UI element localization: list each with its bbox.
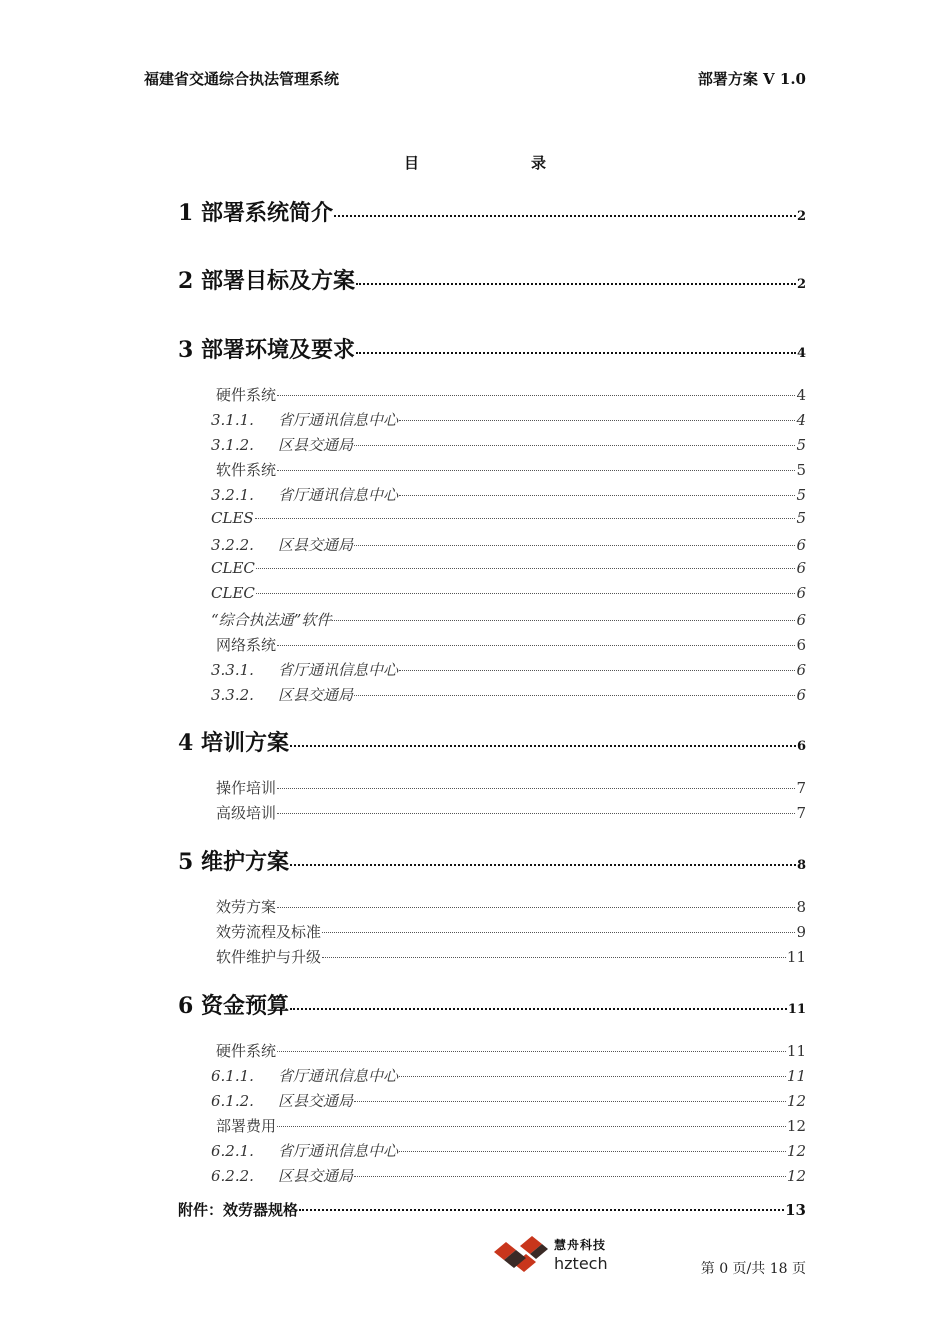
brand-name-cn: 慧舟科技 bbox=[554, 1238, 607, 1252]
toc-entry-label: 网络系统 bbox=[216, 636, 277, 654]
toc-entry-page: 7 bbox=[796, 804, 806, 822]
toc-entry-label: 3 部署环境及要求 bbox=[178, 337, 355, 363]
leader-dots bbox=[277, 470, 795, 471]
leader-dots bbox=[322, 932, 795, 933]
leader-dots bbox=[354, 1101, 786, 1102]
toc-entry-page: 6 bbox=[796, 686, 806, 704]
toc-entry[interactable] bbox=[178, 333, 806, 364]
toc-entry-label: 部署费用 bbox=[216, 1117, 277, 1135]
toc-entry[interactable] bbox=[211, 484, 806, 505]
toc-entry-number: 3.2.1. bbox=[211, 486, 254, 504]
toc-entry[interactable] bbox=[216, 384, 806, 405]
toc-entry[interactable] bbox=[178, 264, 806, 295]
header-title: 福建省交通综合执法管理系统 bbox=[144, 70, 340, 88]
toc-entry-page: 4 bbox=[796, 386, 806, 404]
leader-dots bbox=[290, 864, 796, 866]
toc-entry-label: 高级培训 bbox=[216, 804, 277, 822]
toc-entry-label: 效劳方案 bbox=[216, 898, 277, 916]
toc-entry[interactable] bbox=[211, 409, 806, 430]
hztech-logo-icon bbox=[490, 1234, 550, 1278]
toc-entry-page: 6 bbox=[796, 636, 806, 654]
toc-entry-label: 区县交通局 bbox=[278, 686, 354, 704]
leader-dots bbox=[290, 745, 796, 747]
leader-dots bbox=[255, 518, 796, 519]
toc-entry[interactable] bbox=[178, 845, 806, 876]
toc-entry-label: 软件维护与升级 bbox=[216, 948, 322, 966]
toc-entry[interactable] bbox=[211, 584, 806, 602]
leader-dots bbox=[399, 420, 795, 421]
leader-dots bbox=[354, 445, 795, 446]
toc-entry-page: 11 bbox=[786, 948, 806, 966]
toc-entry[interactable] bbox=[211, 1140, 806, 1161]
toc-entry-page: 6 bbox=[796, 739, 806, 754]
toc-entry[interactable] bbox=[211, 509, 806, 527]
toc-entry-page: 7 bbox=[796, 779, 806, 797]
leader-dots bbox=[277, 1126, 786, 1127]
toc-entry-number: 6.1.2. bbox=[211, 1092, 254, 1110]
leader-dots bbox=[277, 907, 795, 908]
company-logo bbox=[490, 1234, 614, 1278]
toc-entry-page: 9 bbox=[796, 923, 806, 941]
toc-entry-appendix[interactable] bbox=[178, 1199, 806, 1220]
toc-entry[interactable] bbox=[211, 1090, 806, 1111]
toc-entry-label: 硬件系统 bbox=[216, 386, 277, 404]
toc-entry-label: 软件系统 bbox=[216, 461, 277, 479]
leader-dots bbox=[256, 568, 796, 569]
toc-entry-label: 省厅通讯信息中心 bbox=[278, 411, 399, 429]
toc-entry-page: 5 bbox=[796, 486, 806, 504]
toc-entry-label: CLEC bbox=[211, 584, 255, 602]
leader-dots bbox=[356, 283, 796, 285]
toc-entry[interactable] bbox=[216, 802, 806, 823]
toc-entry-label: 操作培训 bbox=[216, 779, 277, 797]
leader-dots bbox=[354, 1176, 786, 1177]
toc-entry-label: 2 部署目标及方案 bbox=[178, 268, 355, 294]
toc-entry-page: 4 bbox=[796, 411, 806, 429]
toc-entry-label: 区县交通局 bbox=[278, 536, 354, 554]
toc-entry-page: 11 bbox=[786, 1067, 806, 1085]
page-header bbox=[144, 68, 806, 92]
toc-heading-part1: 目 bbox=[403, 154, 419, 172]
toc-entry-page: 6 bbox=[796, 584, 806, 602]
toc-entry[interactable] bbox=[216, 921, 806, 942]
leader-dots bbox=[277, 1051, 786, 1052]
toc-entry[interactable] bbox=[211, 534, 806, 555]
toc-entry-number: 3.3.2. bbox=[211, 686, 254, 704]
toc-entry-label: 1 部署系统简介 bbox=[178, 200, 333, 226]
leader-dots bbox=[399, 1076, 786, 1077]
toc-entry[interactable] bbox=[216, 946, 806, 967]
toc-entry-page: 13 bbox=[785, 1201, 806, 1219]
toc-entry-label: 区县交通局 bbox=[278, 1167, 354, 1185]
toc-entry-label: “综合执法通”软件 bbox=[211, 611, 332, 629]
toc-entry-label: CLES bbox=[211, 509, 254, 527]
toc-entry-number: 3.3.1. bbox=[211, 661, 254, 679]
toc-entry[interactable] bbox=[211, 434, 806, 455]
toc-entry-number: 6.1.1. bbox=[211, 1067, 254, 1085]
leader-dots bbox=[299, 1209, 784, 1211]
leader-dots bbox=[334, 215, 796, 217]
toc-entry-number: 6.2.2. bbox=[211, 1167, 254, 1185]
toc-entry-number: 6.2.1. bbox=[211, 1142, 254, 1160]
toc-entry-label: 硬件系统 bbox=[216, 1042, 277, 1060]
header-version: 部署方案 V 1.0 bbox=[697, 70, 806, 88]
toc-entry-page: 11 bbox=[786, 1042, 806, 1060]
toc-entry[interactable] bbox=[216, 1040, 806, 1061]
leader-dots bbox=[356, 352, 796, 354]
leader-dots bbox=[322, 957, 786, 958]
toc-entry-page: 5 bbox=[796, 509, 806, 527]
toc-entry-page: 2 bbox=[796, 277, 806, 292]
toc-entry-page: 2 bbox=[796, 209, 806, 224]
toc-entry-page: 5 bbox=[796, 461, 806, 479]
toc-entry[interactable] bbox=[178, 726, 806, 757]
toc-entry-label: 6 资金预算 bbox=[178, 993, 289, 1019]
toc-entry[interactable] bbox=[178, 989, 806, 1020]
leader-dots bbox=[354, 695, 795, 696]
toc-entry-number: 3.1.1. bbox=[211, 411, 254, 429]
toc-heading bbox=[0, 152, 950, 173]
toc-entry-page: 6 bbox=[796, 611, 806, 629]
toc-entry-page: 12 bbox=[786, 1142, 806, 1160]
toc-entry-label: 区县交通局 bbox=[278, 436, 354, 454]
toc-entry-label: 省厅通讯信息中心 bbox=[278, 1067, 399, 1085]
toc-entry-page: 5 bbox=[796, 436, 806, 454]
leader-dots bbox=[332, 620, 795, 621]
toc-entry-label: 效劳流程及标准 bbox=[216, 923, 322, 941]
toc-entry[interactable] bbox=[211, 684, 806, 705]
leader-dots bbox=[277, 813, 795, 814]
toc-entry-page: 11 bbox=[787, 1002, 806, 1017]
toc-entry-label: 区县交通局 bbox=[278, 1092, 354, 1110]
leader-dots bbox=[399, 1151, 786, 1152]
toc-entry-page: 6 bbox=[796, 536, 806, 554]
toc-entry[interactable] bbox=[211, 559, 806, 577]
toc-entry[interactable] bbox=[211, 609, 806, 630]
toc-entry[interactable] bbox=[211, 1165, 806, 1186]
leader-dots bbox=[290, 1008, 787, 1010]
toc-entry-page: 4 bbox=[796, 346, 806, 361]
leader-dots bbox=[277, 645, 795, 646]
toc-entry[interactable] bbox=[211, 1065, 806, 1086]
toc-entry-label: 4 培训方案 bbox=[178, 730, 289, 756]
toc-entry-label: 省厅通讯信息中心 bbox=[278, 661, 399, 679]
toc-entry-number: 3.1.2. bbox=[211, 436, 254, 454]
toc-heading-part2: 录 bbox=[531, 154, 547, 172]
page-number: 第 0 页/共 18 页 bbox=[700, 1261, 806, 1277]
toc-entry[interactable] bbox=[216, 634, 806, 655]
toc-entry[interactable] bbox=[216, 896, 806, 917]
toc-entry-page: 12 bbox=[786, 1167, 806, 1185]
leader-dots bbox=[399, 495, 795, 496]
toc-entry[interactable] bbox=[216, 459, 806, 480]
toc-entry-label: CLEC bbox=[211, 559, 255, 577]
leader-dots bbox=[256, 593, 796, 594]
toc-entry-page: 6 bbox=[796, 661, 806, 679]
toc-entry-page: 12 bbox=[786, 1117, 806, 1135]
leader-dots bbox=[277, 395, 795, 396]
toc-entry-page: 8 bbox=[796, 898, 806, 916]
toc-entry-page: 6 bbox=[796, 559, 806, 577]
toc-entry-label: 附件：效劳器规格 bbox=[178, 1201, 299, 1219]
toc-entry[interactable] bbox=[216, 777, 806, 798]
toc-entry-number: 3.2.2. bbox=[211, 536, 254, 554]
leader-dots bbox=[277, 788, 795, 789]
toc-entry-label: 5 维护方案 bbox=[178, 849, 289, 875]
leader-dots bbox=[399, 670, 795, 671]
toc-entry[interactable] bbox=[211, 659, 806, 680]
toc-entry-label: 省厅通讯信息中心 bbox=[278, 1142, 399, 1160]
toc-entry[interactable] bbox=[216, 1115, 806, 1136]
leader-dots bbox=[354, 545, 795, 546]
toc-entry-page: 8 bbox=[796, 858, 806, 873]
toc-entry[interactable] bbox=[178, 196, 806, 227]
brand-name-en: hztech bbox=[554, 1254, 608, 1273]
toc-entry-label: 省厅通讯信息中心 bbox=[278, 486, 399, 504]
toc-entry-page: 12 bbox=[786, 1092, 806, 1110]
